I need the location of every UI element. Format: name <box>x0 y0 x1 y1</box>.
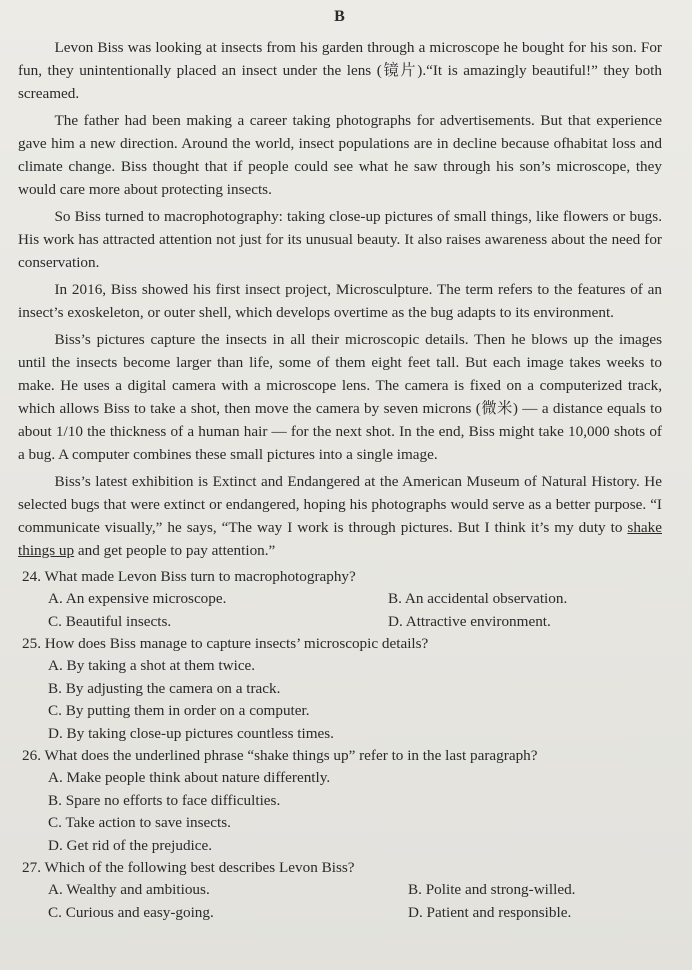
paragraph-1: Levon Biss was looking at insects from his garden through a microscope he bought for his son. For fun, they unintentionally placed an insect under the lens (镜片).“It is amazingly beautiful!” they both screamed. <box>18 39 662 102</box>
options-grid <box>48 879 662 924</box>
underlined-phrase: shake things up <box>18 519 662 559</box>
paragraph-3: So Biss turned to macrophotography: taking close-up pictures of small things, like flowers or bugs. His work has attracted attention not just for its unusual beauty. It also raises awareness about the need for conservation. <box>18 208 662 271</box>
question-stem: 24. What made Levon Biss turn to macrophotography? <box>22 568 356 585</box>
option-d: D. By taking close-up pictures countless times. <box>48 724 334 742</box>
option-d: D. Attractive environment. <box>388 612 551 630</box>
option-c: C. By putting them in order on a computer. <box>48 702 310 719</box>
paragraph-4: In 2016, Biss showed his first insect project, Microsculpture. The term refers to the features of an insect’s exoskeleton, or outer shell, which develops overtime as the bug adapts to its environment. <box>18 281 662 321</box>
question-stem: 26. What does the underlined phrase “shake things up” refer to in the last paragraph? <box>22 747 538 764</box>
question-stem: 27. Which of the following best describes Levon Biss? <box>22 859 355 876</box>
options-list <box>48 655 662 745</box>
option-d: D. Get rid of the prejudice. <box>48 836 213 854</box>
option-a: A. Make people think about nature differently. <box>48 769 331 786</box>
paragraph-2: The father had been making a career taking photographs for advertisements. But that experience gave him a new direction. Around the world, insect populations are in decline because ofhabitat loss and climate change. Biss thought that if people could see what he saw through his son’s microscope, they would care more about protecting insects. <box>18 112 662 198</box>
option-c: C. Curious and easy-going. <box>48 903 214 921</box>
option-c: C. Take action to save insects. <box>48 814 231 831</box>
option-b: B. An accidental observation. <box>388 590 568 607</box>
question-24 <box>18 566 662 633</box>
question-26 <box>18 745 662 857</box>
option-b: B. Spare no efforts to face difficulties. <box>48 791 281 809</box>
question-stem: 25. How does Biss manage to capture insects’ microscopic details? <box>22 635 429 652</box>
paragraph-5: Biss’s pictures capture the insects in all their microscopic details. Then he blows up the images until the insects become larger than life, some of them eight feet tall. But each image takes weeks to make. He uses a digital camera with a microscope lens. The camera is fixed on a computerized track, which allows Biss to take a shot, then move the camera by seven microns (微米) — a distance equals to about 1/10 the thickness of a human hair — for the next shot. In the end, Biss might take 10,000 shots of a bug. A computer combines these small pictures into a single image. <box>18 331 662 463</box>
option-a: A. By taking a shot at them twice. <box>48 657 256 674</box>
option-a: A. Wealthy and ambitious. <box>48 881 210 898</box>
question-25 <box>18 633 662 745</box>
option-b: B. By adjusting the camera on a track. <box>48 679 281 697</box>
options-grid <box>48 588 662 633</box>
option-a: A. An expensive microscope. <box>48 590 227 607</box>
question-27 <box>18 857 662 924</box>
paragraph-6-text-start: Biss’s latest exhibition is Extinct and Endangered at the American Museum of Natural History. He selected bugs that were extinct or endangered, hoping his photographs would serve as a better purpose. “I communicate visually,” he says, “The way I work is through pictures. But I think it’s my duty to <box>18 473 662 536</box>
paragraph-6-text-end: and get people to pay attention.” <box>74 542 276 559</box>
options-list <box>48 767 662 857</box>
option-c: C. Beautiful insects. <box>48 612 172 630</box>
section-heading: B <box>334 8 346 25</box>
option-d: D. Patient and responsible. <box>408 903 572 921</box>
paragraph-6 <box>18 470 662 562</box>
option-b: B. Polite and strong-willed. <box>408 881 576 898</box>
